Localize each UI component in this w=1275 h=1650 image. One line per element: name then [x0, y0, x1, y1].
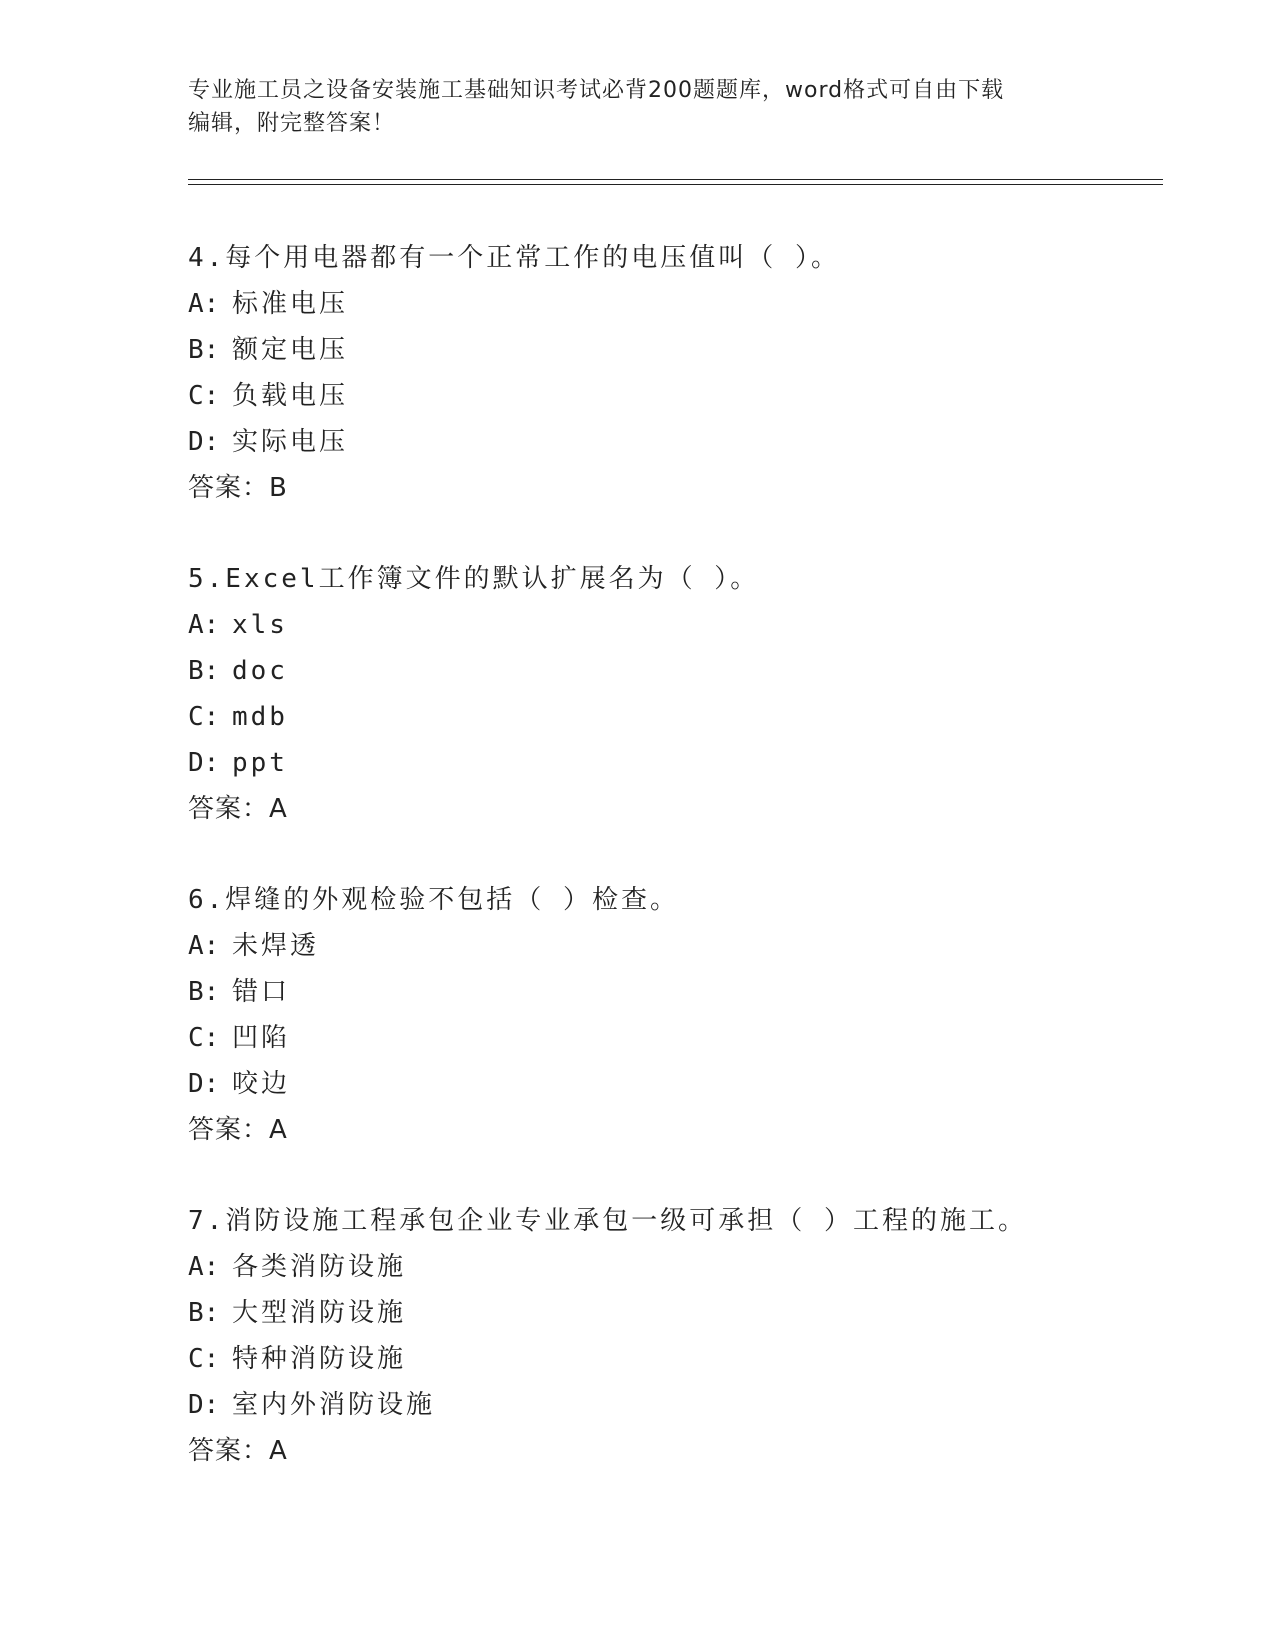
option-text: doc: [232, 656, 288, 686]
option-d: [188, 1382, 1168, 1428]
option-a: [188, 281, 1168, 327]
option-text: 实际电压: [232, 427, 349, 457]
option-c: [188, 694, 1168, 740]
question-block: [188, 1198, 1168, 1474]
option-letter: A:: [188, 931, 220, 961]
option-letter: A:: [188, 289, 220, 319]
option-text: 标准电压: [232, 289, 349, 319]
option-text: mdb: [232, 702, 288, 732]
option-letter: C:: [188, 1344, 220, 1374]
option-letter: B:: [188, 977, 220, 1007]
option-d: [188, 740, 1168, 786]
question-stem: 6.焊缝的外观检验不包括（ ）检查。: [188, 885, 679, 915]
option-letter: C:: [188, 702, 220, 732]
option-letter: D:: [188, 1069, 220, 1099]
option-letter: D:: [188, 1390, 220, 1420]
question-block: [188, 235, 1168, 511]
option-letter: B:: [188, 1298, 220, 1328]
answer-line: 答案：A: [188, 1436, 288, 1466]
header-line-2: 编辑，附完整答案！: [188, 111, 396, 136]
option-text: 负载电压: [232, 381, 349, 411]
header-rule-top: [188, 179, 1163, 180]
question-stem: 5.Excel工作簿文件的默认扩展名为（ ）。: [188, 564, 760, 594]
option-a: [188, 602, 1168, 648]
answer-line: 答案：B: [188, 473, 288, 503]
option-text: 大型消防设施: [232, 1298, 407, 1328]
option-text: 各类消防设施: [232, 1252, 407, 1282]
option-b: [188, 969, 1168, 1015]
option-a: [188, 1244, 1168, 1290]
header-rule-bottom: [188, 184, 1163, 185]
option-text: ppt: [232, 748, 288, 778]
option-letter: C:: [188, 381, 220, 411]
option-text: 额定电压: [232, 335, 349, 365]
option-letter: C:: [188, 1023, 220, 1053]
option-c: [188, 373, 1168, 419]
option-c: [188, 1015, 1168, 1061]
option-letter: B:: [188, 335, 220, 365]
option-letter: D:: [188, 427, 220, 457]
option-text: 凹陷: [232, 1023, 291, 1053]
option-text: 室内外消防设施: [232, 1390, 436, 1420]
header-line-1: 专业施工员之设备安装施工基础知识考试必背200题题库，word格式可自由下载: [188, 78, 1005, 103]
option-letter: D:: [188, 748, 220, 778]
option-text: 特种消防设施: [232, 1344, 407, 1374]
answer-line: 答案：A: [188, 794, 288, 824]
option-text: 错口: [232, 977, 291, 1007]
question-block: [188, 556, 1168, 832]
option-a: [188, 923, 1168, 969]
option-letter: A:: [188, 1252, 220, 1282]
option-text: xls: [232, 610, 288, 640]
question-stem: 7.消防设施工程承包企业专业承包一级可承担（ ）工程的施工。: [188, 1206, 1027, 1236]
question-block: [188, 877, 1168, 1153]
option-b: [188, 327, 1168, 373]
option-b: [188, 1290, 1168, 1336]
option-b: [188, 648, 1168, 694]
option-text: 咬边: [232, 1069, 291, 1099]
option-letter: A:: [188, 610, 220, 640]
option-letter: B:: [188, 656, 220, 686]
option-d: [188, 1061, 1168, 1107]
option-text: 未焊透: [232, 931, 320, 961]
option-c: [188, 1336, 1168, 1382]
option-d: [188, 419, 1168, 465]
answer-line: 答案：A: [188, 1115, 288, 1145]
document-header: [188, 74, 1068, 140]
question-stem: 4.每个用电器都有一个正常工作的电压值叫（ ）。: [188, 243, 840, 273]
